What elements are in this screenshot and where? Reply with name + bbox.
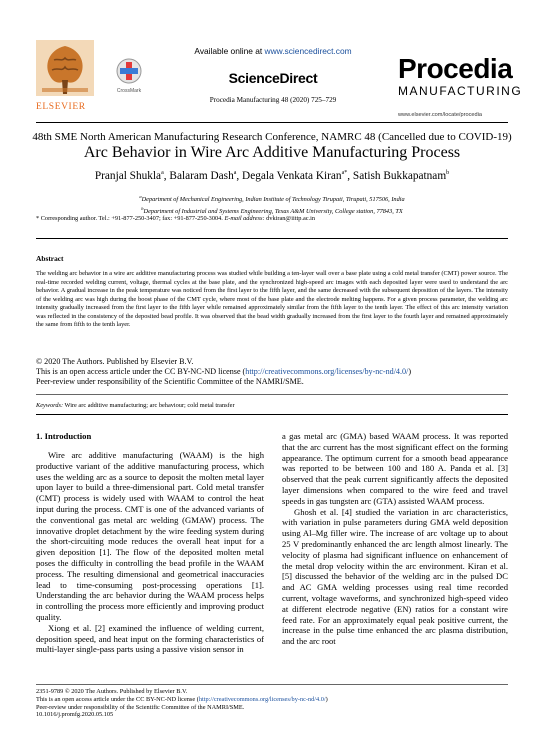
author: Pranjal Shukla$^a$ [94, 170, 164, 182]
procedia-logo [398, 53, 523, 98]
procedia-title: Procedia [398, 53, 513, 84]
abstract-copyright: © 2020 The Authors. Published by Elsevier B.V. [36, 357, 194, 366]
intro-right-column [282, 431, 508, 647]
paragraph: Ghosh et al. [4] studied the variation in arc characteristics, with variation in pulse parameters during GMA weld deposition using Al–Mg filler wire. The increase of arc voltage up to about 25 V predominantly enhanced the arc length almost linearly. The velocity of plasma had significant influence on enhancement of the metal drop velocity within the arc environment. Kiran et al. [5] discussed the behavior of the welding arc in the pulsed DC and AC GMA welding processes using real time recorded current, voltage waveforms, and synchronized high-speed video at different electrode negative (EN) ratios for a constant wire feed rate. For an approximately equal peak positive current, the increase in the pulse time enhanced the arc plasma distribution, and the arc root [282, 506, 508, 647]
abstract-heading: Abstract [36, 254, 64, 263]
available-online [158, 46, 388, 56]
footer-rule [36, 684, 508, 685]
elsevier-wordmark: ELSEVIER [36, 102, 86, 112]
crossmark-label: CrossMark [116, 88, 142, 94]
footer-license-link[interactable]: http://creativecommons.org/licenses/by-nc-nd/4.0/ [198, 695, 326, 703]
keywords-top-rule [36, 394, 508, 395]
abstract-text: The welding arc behavior in a wire arc additive manufacturing process was studied while building a ten-layer wall over a base plate using a cold metal transfer (CMT) power source. The real-time recorded welding current, voltage, thermal cycles at the base plate, and the synchronized high-speed arc images with each deposited layer were used to understand the arc behavior. A gradual increase in the peak temperature was noticed from the first layer to the fifth layer, and the same decreased with the subsequent deposition of the layers. The intensity of the welding arc was high during the boost phase of the CMT cycle, where most of the base plate and the electrode melting happens. For a given process parameter, the welding arc intensity gradually increased from the first layer to the fifth layer while remained approximately similar from the fifth layer to the tenth layer. The effect of this arc intensity variation was reflected in the consistency of the deposited bead profile. It was observed that the bead width gradually increased from the first layer to the fourth layer and remained approximately the same from fifth to the tenth layer. [36, 270, 508, 328]
email-address[interactable]: dvkiran@iittp.ac.in [264, 215, 315, 222]
paragraph: a gas metal arc (GMA) based WAAM process. It was reported that the arc current has the most significant effect on the forming appearance. The optimum current for a smooth bead appearance was reported to be between 100 and 180 A. Panda et al. [3] observed that the peak current significantly affects the deposited layer dimensions when compared to the wire feed and travel speeds in gas tungsten arc (GTA) assisted WAAM process. [282, 431, 508, 506]
affiliation: $^b$Department of Industrial and Systems Engineering, Texas A&M University, College station, 77843, TX [141, 205, 403, 215]
paragraph: Wire arc additive manufacturing (WAAM) is the high productive variant of the additive manufacturing process, which uses the welding arc as a source to deposit the molten metal layer upon layer to build a three-dimensional part. Cold metal transfer (CMT) process is widely used with WAAM to control the heat input during the process. CMT is one of the advanced variants of the conventional gas metal arc welding (GMAW) process. The innovative droplet detachment by the wire feeding system during the short-circuiting mode reduces the overall heat input for a given deposition [1]. The flow of the deposited molten metal poses the difficulty in controlling the bead profile in the WAAM process. The resulting dimensional and geometrical inaccuracies lead to time-consuming post-processing operations [1]. Understanding the arc behavior during the WAAM process helps in controlling the process more efficiently and improving product quality. [36, 450, 264, 622]
email-label: E-mail address: [224, 215, 265, 222]
keywords-label: Keywords: [36, 402, 64, 409]
sciencedirect-wordmark: ScienceDirect [228, 70, 318, 86]
footer-review: Peer-review under responsibility of the Scientific Committee of the NAMRI/SME. [36, 703, 245, 711]
sciencedirect-link[interactable]: www.sciencedirect.com [264, 46, 352, 56]
license-link[interactable]: http://creativecommons.org/licenses/by-nc-nd/4.0/ [245, 367, 409, 376]
affiliations [24, 193, 520, 216]
elsevier-logo [36, 40, 94, 112]
abstract-license [36, 357, 508, 387]
abstract-license-line: This is an open access article under the CC BY-NC-ND license (http://creativecommons.org/licenses/by-nc-nd/4.0/) [36, 367, 412, 376]
procedia-subtitle: MANUFACTURING [398, 84, 523, 98]
keywords: Keywords: Wire arc additive manufacturing; arc behaviour; cold metal transfer [36, 402, 235, 409]
author: Degala Venkata Kiran$^{a*}$ [242, 170, 348, 182]
section-heading: 1. Introduction [36, 431, 92, 441]
intro-left-column [36, 450, 264, 655]
affiliation: $^a$Department of Mechanical Engineering, Indian Institute of Technology Tirupati, Tirupati, 517506, India [139, 194, 405, 204]
crossmark-icon [116, 58, 142, 84]
journal-citation: Procedia Manufacturing 48 (2020) 725–729 [209, 96, 337, 104]
corresponding-author: * Corresponding author. Tel.: +91-877-250-3407; fax: +91-877-250-3004. E-mail address: dvkiran@iittp.ac.in [36, 215, 315, 222]
abstract-top-rule [36, 238, 508, 239]
journal-url: www.elsevier.com/locate/procedia [398, 112, 482, 118]
author: Satish Bukkapatnam$^b$ [352, 170, 450, 182]
keywords-bottom-rule [36, 414, 508, 415]
footer-doi[interactable]: 10.1016/j.promfg.2020.05.105 [36, 711, 114, 719]
crossmark-badge[interactable] [108, 58, 150, 98]
author-list: Pranjal Shukla$^a$, Balaram Dash$^a$, Degala Venkata Kiran$^{a*}$, Satish Bukkapatnam$^b$ [94, 170, 450, 182]
abstract-review: Peer-review under responsibility of the Scientific Committee of the NAMRI/SME. [36, 377, 304, 386]
footer [36, 688, 508, 719]
header-rule [36, 122, 508, 123]
conference-name: 48th SME North American Manufacturing Research Conference, NAMRC 48 (Cancelled due to COVID-19) [32, 131, 512, 143]
elsevier-tree-icon [36, 40, 94, 96]
paragraph: Xiong et al. [2] examined the influence of welding current, deposition speed, and heat input on the forming characteristics of multi-layer single-pass parts using a passive vision sensor in [36, 622, 264, 655]
author: Balaram Dash$^a$ [169, 170, 237, 182]
footer-issn: 2351-9789 © 2020 The Authors. Published by Elsevier B.V. [36, 688, 188, 695]
paper-title: Arc Behavior in Wire Arc Additive Manufacturing Process [83, 144, 461, 161]
available-prefix: Available online at [194, 46, 265, 56]
footer-license: This is an open access article under the CC BY-NC-ND license (http://creativecommons.org/licenses/by-nc-nd/4.0/) [36, 695, 328, 703]
